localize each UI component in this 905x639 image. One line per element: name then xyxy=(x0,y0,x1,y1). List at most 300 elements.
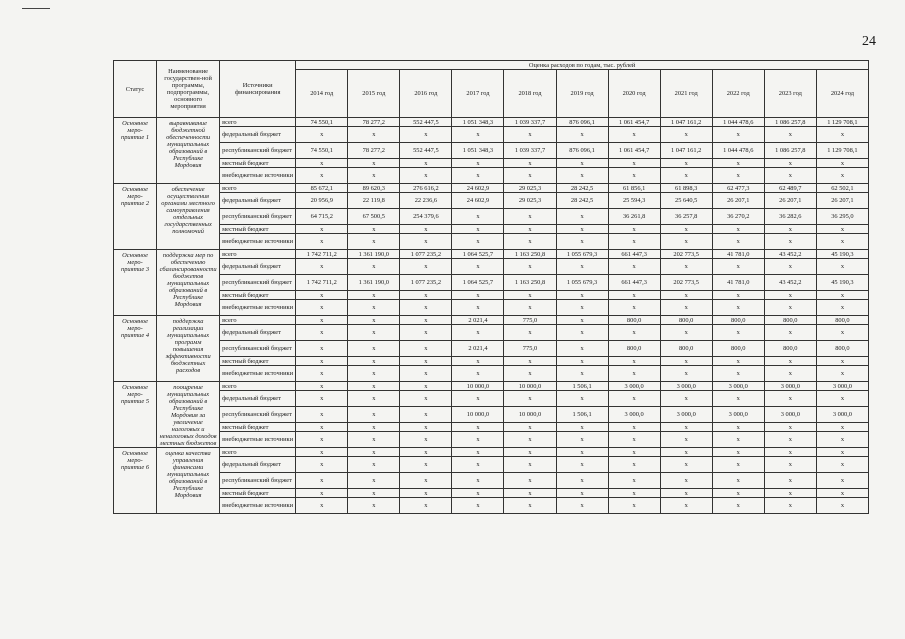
value-cell: x xyxy=(764,159,816,168)
value-cell: x xyxy=(504,498,556,514)
value-cell: x xyxy=(452,391,504,407)
value-cell: 800,0 xyxy=(816,341,868,357)
value-cell: x xyxy=(296,291,348,300)
value-cell: x xyxy=(296,498,348,514)
value-cell: 1 055 679,3 xyxy=(556,250,608,259)
value-cell: x xyxy=(660,457,712,473)
value-cell: x xyxy=(556,391,608,407)
funding-source-cell: всего xyxy=(220,316,296,325)
value-cell: 1 064 525,7 xyxy=(452,275,504,291)
value-cell: x xyxy=(452,300,504,316)
value-cell: x xyxy=(504,168,556,184)
value-cell: x xyxy=(296,341,348,357)
value-cell: 1 129 708,1 xyxy=(816,143,868,159)
value-cell: x xyxy=(556,357,608,366)
value-cell: x xyxy=(660,300,712,316)
table-row xyxy=(114,448,869,457)
funding-source-cell: республиканский бюджет xyxy=(220,275,296,291)
table-row xyxy=(114,168,869,184)
value-cell: x xyxy=(608,159,660,168)
value-cell: x xyxy=(764,391,816,407)
value-cell: 661 447,3 xyxy=(608,275,660,291)
value-cell: x xyxy=(556,423,608,432)
value-cell: x xyxy=(556,325,608,341)
value-cell: x xyxy=(504,300,556,316)
value-cell: x xyxy=(608,473,660,489)
value-cell: x xyxy=(816,366,868,382)
value-cell: x xyxy=(556,291,608,300)
value-cell: x xyxy=(660,448,712,457)
value-cell: x xyxy=(348,432,400,448)
value-cell: x xyxy=(816,473,868,489)
value-cell: 1 039 337,7 xyxy=(504,143,556,159)
value-cell: 800,0 xyxy=(712,341,764,357)
value-cell: x xyxy=(816,159,868,168)
page-number: 24 xyxy=(862,34,876,49)
header-name: Наименование государствен-ной программы, подпрограммы, основного мероприятия xyxy=(157,61,220,118)
value-cell: x xyxy=(348,473,400,489)
value-cell: 3 000,0 xyxy=(660,382,712,391)
value-cell: 1 086 257,8 xyxy=(764,118,816,127)
status-cell: Основное меро-приятие 1 xyxy=(114,118,157,184)
value-cell: 1 129 708,1 xyxy=(816,118,868,127)
value-cell: x xyxy=(608,291,660,300)
value-cell: x xyxy=(348,159,400,168)
value-cell: x xyxy=(608,259,660,275)
value-cell: x xyxy=(816,423,868,432)
value-cell: x xyxy=(556,209,608,225)
value-cell: x xyxy=(452,457,504,473)
value-cell: x xyxy=(764,473,816,489)
value-cell: x xyxy=(452,325,504,341)
value-cell: x xyxy=(296,357,348,366)
value-cell: x xyxy=(816,259,868,275)
value-cell: x xyxy=(504,448,556,457)
value-cell: x xyxy=(400,316,452,325)
value-cell: x xyxy=(296,127,348,143)
value-cell: x xyxy=(608,127,660,143)
value-cell: 1 077 235,2 xyxy=(400,275,452,291)
funding-source-cell: всего xyxy=(220,382,296,391)
value-cell: x xyxy=(608,325,660,341)
table-row xyxy=(114,432,869,448)
value-cell: 202 773,5 xyxy=(660,250,712,259)
value-cell: x xyxy=(452,366,504,382)
value-cell: x xyxy=(452,225,504,234)
value-cell: 1 077 235,2 xyxy=(400,250,452,259)
value-cell: x xyxy=(296,159,348,168)
activity-name-cell: выравнивание бюджетной обеспеченности муниципальных образований в Республике Мордовия xyxy=(157,118,220,184)
status-cell: Основное меро-приятие 2 xyxy=(114,184,157,250)
value-cell: 10 000,0 xyxy=(452,382,504,391)
value-cell: x xyxy=(296,407,348,423)
value-cell: x xyxy=(660,366,712,382)
value-cell: x xyxy=(712,391,764,407)
value-cell: x xyxy=(400,366,452,382)
value-cell: x xyxy=(296,473,348,489)
table-row xyxy=(114,143,869,159)
value-cell: x xyxy=(556,341,608,357)
value-cell: x xyxy=(400,234,452,250)
table-row xyxy=(114,209,869,225)
value-cell: x xyxy=(816,457,868,473)
funding-source-cell: внебюджетные источники xyxy=(220,432,296,448)
value-cell: x xyxy=(348,259,400,275)
value-cell: x xyxy=(348,423,400,432)
value-cell: x xyxy=(504,259,556,275)
value-cell: 1 051 348,3 xyxy=(452,143,504,159)
funding-source-cell: всего xyxy=(220,448,296,457)
value-cell: x xyxy=(712,168,764,184)
value-cell: 41 781,0 xyxy=(712,275,764,291)
value-cell: 800,0 xyxy=(660,341,712,357)
value-cell: 3 000,0 xyxy=(712,407,764,423)
activity-name-cell: поддержка мер по обеспечению сбалансированности бюджетов муниципальных образований в Республике Мордовия xyxy=(157,250,220,316)
value-cell: x xyxy=(608,300,660,316)
value-cell: x xyxy=(608,423,660,432)
value-cell: x xyxy=(660,423,712,432)
value-cell: x xyxy=(556,234,608,250)
value-cell: x xyxy=(296,457,348,473)
value-cell: 3 000,0 xyxy=(816,407,868,423)
value-cell: x xyxy=(660,225,712,234)
value-cell: x xyxy=(608,432,660,448)
value-cell: x xyxy=(296,423,348,432)
value-cell: 1 086 257,8 xyxy=(764,143,816,159)
value-cell: x xyxy=(816,498,868,514)
value-cell: x xyxy=(712,325,764,341)
value-cell: 24 602,9 xyxy=(452,184,504,193)
value-cell: x xyxy=(452,291,504,300)
value-cell: 3 000,0 xyxy=(608,382,660,391)
value-cell: 2 021,4 xyxy=(452,341,504,357)
header-year: 2024 год xyxy=(816,70,868,118)
value-cell: x xyxy=(452,209,504,225)
value-cell: 36 270,2 xyxy=(712,209,764,225)
value-cell: 29 025,3 xyxy=(504,184,556,193)
funding-source-cell: местный бюджет xyxy=(220,291,296,300)
value-cell: x xyxy=(608,489,660,498)
value-cell: x xyxy=(712,457,764,473)
header-year: 2019 год xyxy=(556,70,608,118)
status-cell: Основное меро-приятие 4 xyxy=(114,316,157,382)
value-cell: x xyxy=(296,316,348,325)
header-year: 2014 год xyxy=(296,70,348,118)
table-row xyxy=(114,291,869,300)
value-cell: 24 602,9 xyxy=(452,193,504,209)
value-cell: x xyxy=(660,432,712,448)
value-cell: x xyxy=(764,366,816,382)
header-year: 2016 год xyxy=(400,70,452,118)
table-row xyxy=(114,316,869,325)
value-cell: x xyxy=(400,382,452,391)
value-cell: 800,0 xyxy=(660,316,712,325)
value-cell: 1 163 250,8 xyxy=(504,275,556,291)
value-cell: x xyxy=(556,366,608,382)
table-row xyxy=(114,250,869,259)
value-cell: 74 550,1 xyxy=(296,118,348,127)
value-cell: x xyxy=(296,325,348,341)
value-cell: 3 000,0 xyxy=(764,407,816,423)
table-row xyxy=(114,357,869,366)
value-cell: x xyxy=(816,127,868,143)
funding-source-cell: внебюджетные источники xyxy=(220,234,296,250)
funding-source-cell: республиканский бюджет xyxy=(220,341,296,357)
value-cell: 661 447,3 xyxy=(608,250,660,259)
value-cell: x xyxy=(764,225,816,234)
funding-source-cell: всего xyxy=(220,118,296,127)
table-row xyxy=(114,184,869,193)
value-cell: x xyxy=(296,234,348,250)
value-cell: x xyxy=(348,325,400,341)
value-cell: x xyxy=(348,316,400,325)
value-cell: 36 282,6 xyxy=(764,209,816,225)
value-cell: 10 000,0 xyxy=(504,382,556,391)
value-cell: 1 044 478,6 xyxy=(712,143,764,159)
value-cell: x xyxy=(764,498,816,514)
value-cell: x xyxy=(816,168,868,184)
value-cell: 25 640,5 xyxy=(660,193,712,209)
funding-source-cell: федеральный бюджет xyxy=(220,391,296,407)
value-cell: 1 361 190,0 xyxy=(348,250,400,259)
value-cell: x xyxy=(660,473,712,489)
value-cell: x xyxy=(660,489,712,498)
value-cell: x xyxy=(348,234,400,250)
value-cell: x xyxy=(764,291,816,300)
funding-source-cell: республиканский бюджет xyxy=(220,407,296,423)
value-cell: x xyxy=(504,357,556,366)
value-cell: x xyxy=(296,432,348,448)
value-cell: 85 672,1 xyxy=(296,184,348,193)
value-cell: x xyxy=(452,357,504,366)
value-cell: x xyxy=(712,498,764,514)
value-cell: x xyxy=(556,489,608,498)
value-cell: x xyxy=(452,448,504,457)
value-cell: x xyxy=(400,168,452,184)
value-cell: x xyxy=(764,168,816,184)
value-cell: x xyxy=(608,225,660,234)
value-cell: x xyxy=(556,168,608,184)
value-cell: 67 500,5 xyxy=(348,209,400,225)
value-cell: x xyxy=(764,423,816,432)
value-cell: 1 064 525,7 xyxy=(452,250,504,259)
value-cell: x xyxy=(348,457,400,473)
table-row xyxy=(114,391,869,407)
funding-source-cell: местный бюджет xyxy=(220,159,296,168)
value-cell: x xyxy=(452,498,504,514)
value-cell: x xyxy=(764,300,816,316)
value-cell: x xyxy=(764,325,816,341)
value-cell: 775,0 xyxy=(504,341,556,357)
value-cell: 1 044 478,6 xyxy=(712,118,764,127)
value-cell: 800,0 xyxy=(816,316,868,325)
value-cell: x xyxy=(556,159,608,168)
value-cell: x xyxy=(712,225,764,234)
table-row xyxy=(114,193,869,209)
value-cell: x xyxy=(400,159,452,168)
funding-source-cell: федеральный бюджет xyxy=(220,457,296,473)
value-cell: x xyxy=(348,391,400,407)
value-cell: x xyxy=(764,259,816,275)
funding-source-cell: федеральный бюджет xyxy=(220,193,296,209)
value-cell: x xyxy=(556,259,608,275)
value-cell: 22 119,8 xyxy=(348,193,400,209)
value-cell: x xyxy=(764,357,816,366)
value-cell: x xyxy=(452,259,504,275)
value-cell: x xyxy=(816,300,868,316)
value-cell: x xyxy=(348,366,400,382)
value-cell: 800,0 xyxy=(764,341,816,357)
value-cell: x xyxy=(400,498,452,514)
funding-source-cell: внебюджетные источники xyxy=(220,366,296,382)
value-cell: x xyxy=(556,498,608,514)
table-row xyxy=(114,325,869,341)
value-cell: x xyxy=(816,234,868,250)
value-cell: x xyxy=(712,423,764,432)
value-cell: 62 502,1 xyxy=(816,184,868,193)
value-cell: 1 506,1 xyxy=(556,407,608,423)
status-cell: Основное меро-приятие 5 xyxy=(114,382,157,448)
value-cell: x xyxy=(712,159,764,168)
value-cell: 45 190,3 xyxy=(816,275,868,291)
value-cell: 276 616,2 xyxy=(400,184,452,193)
value-cell: x xyxy=(504,291,556,300)
funding-source-cell: республиканский бюджет xyxy=(220,143,296,159)
value-cell: x xyxy=(556,473,608,489)
value-cell: x xyxy=(452,127,504,143)
funding-source-cell: республиканский бюджет xyxy=(220,209,296,225)
table-row xyxy=(114,225,869,234)
value-cell: x xyxy=(712,473,764,489)
funding-source-cell: внебюджетные источники xyxy=(220,498,296,514)
value-cell: x xyxy=(348,341,400,357)
value-cell: x xyxy=(296,259,348,275)
value-cell: x xyxy=(504,473,556,489)
value-cell: x xyxy=(504,489,556,498)
value-cell: 22 236,6 xyxy=(400,193,452,209)
value-cell: 28 242,5 xyxy=(556,193,608,209)
value-cell: x xyxy=(608,391,660,407)
funding-source-cell: федеральный бюджет xyxy=(220,325,296,341)
activity-name-cell: поощрение муниципальных образований в Республике Мордовия за увеличение налоговых и неналоговых доходов местных бюджетов xyxy=(157,382,220,448)
value-cell: x xyxy=(556,432,608,448)
value-cell: x xyxy=(764,448,816,457)
funding-source-cell: всего xyxy=(220,250,296,259)
value-cell: x xyxy=(452,423,504,432)
value-cell: 1 361 190,0 xyxy=(348,275,400,291)
value-cell: x xyxy=(400,259,452,275)
value-cell: 3 000,0 xyxy=(764,382,816,391)
value-cell: x xyxy=(764,127,816,143)
value-cell: 28 242,5 xyxy=(556,184,608,193)
value-cell: 74 550,1 xyxy=(296,143,348,159)
value-cell: x xyxy=(660,234,712,250)
value-cell: x xyxy=(712,127,764,143)
value-cell: 3 000,0 xyxy=(712,382,764,391)
value-cell: x xyxy=(816,489,868,498)
value-cell: x xyxy=(504,234,556,250)
value-cell: 61 856,1 xyxy=(608,184,660,193)
value-cell: 1 506,1 xyxy=(556,382,608,391)
header-source: Источники финансирования xyxy=(220,61,296,118)
value-cell: 36 257,8 xyxy=(660,209,712,225)
value-cell: x xyxy=(348,357,400,366)
value-cell: x xyxy=(504,209,556,225)
value-cell: x xyxy=(816,225,868,234)
value-cell: x xyxy=(608,234,660,250)
value-cell: x xyxy=(504,159,556,168)
value-cell: 552 447,5 xyxy=(400,118,452,127)
value-cell: 1 742 711,2 xyxy=(296,275,348,291)
value-cell: x xyxy=(712,300,764,316)
value-cell: x xyxy=(504,432,556,448)
value-cell: x xyxy=(400,489,452,498)
value-cell: 10 000,0 xyxy=(452,407,504,423)
value-cell: x xyxy=(712,448,764,457)
value-cell: 89 620,3 xyxy=(348,184,400,193)
value-cell: x xyxy=(608,448,660,457)
value-cell: x xyxy=(400,325,452,341)
value-cell: 1 051 348,3 xyxy=(452,118,504,127)
value-cell: x xyxy=(400,357,452,366)
value-cell: x xyxy=(400,407,452,423)
value-cell: x xyxy=(348,127,400,143)
value-cell: 43 452,2 xyxy=(764,275,816,291)
value-cell: 36 261,8 xyxy=(608,209,660,225)
value-cell: x xyxy=(400,432,452,448)
value-cell: 43 452,2 xyxy=(764,250,816,259)
status-cell: Основное меро-приятие 3 xyxy=(114,250,157,316)
value-cell: x xyxy=(296,300,348,316)
value-cell: x xyxy=(400,300,452,316)
value-cell: x xyxy=(712,259,764,275)
value-cell: x xyxy=(816,448,868,457)
activity-name-cell: поддержка реализации муниципальных программ повышения эффективности бюджетных расходов xyxy=(157,316,220,382)
value-cell: x xyxy=(504,127,556,143)
activity-name-cell: оценка качества управления финансами муниципальных образований в Республике Мордовия xyxy=(157,448,220,514)
table-row xyxy=(114,234,869,250)
value-cell: 1 047 161,2 xyxy=(660,118,712,127)
value-cell: x xyxy=(400,391,452,407)
value-cell: 552 447,5 xyxy=(400,143,452,159)
value-cell: x xyxy=(660,291,712,300)
value-cell: x xyxy=(296,225,348,234)
funding-source-cell: внебюджетные источники xyxy=(220,300,296,316)
activity-name-cell: обеспечение осуществления органами местного самоуправления отдельных государственных полномочий xyxy=(157,184,220,250)
value-cell: x xyxy=(400,225,452,234)
value-cell: 1 055 679,3 xyxy=(556,275,608,291)
value-cell: x xyxy=(504,225,556,234)
value-cell: 64 715,2 xyxy=(296,209,348,225)
header-year: 2021 год xyxy=(660,70,712,118)
status-cell: Основное меро-приятие 6 xyxy=(114,448,157,514)
header-year: 2015 год xyxy=(348,70,400,118)
value-cell: x xyxy=(764,432,816,448)
value-cell: x xyxy=(452,159,504,168)
value-cell: x xyxy=(816,391,868,407)
value-cell: 800,0 xyxy=(712,316,764,325)
value-cell: x xyxy=(504,391,556,407)
value-cell: 20 956,9 xyxy=(296,193,348,209)
value-cell: x xyxy=(816,291,868,300)
value-cell: 3 000,0 xyxy=(816,382,868,391)
value-cell: 78 277,2 xyxy=(348,118,400,127)
scan-mark xyxy=(22,8,50,9)
table-row xyxy=(114,498,869,514)
value-cell: x xyxy=(660,127,712,143)
value-cell: x xyxy=(556,225,608,234)
funding-source-cell: местный бюджет xyxy=(220,225,296,234)
